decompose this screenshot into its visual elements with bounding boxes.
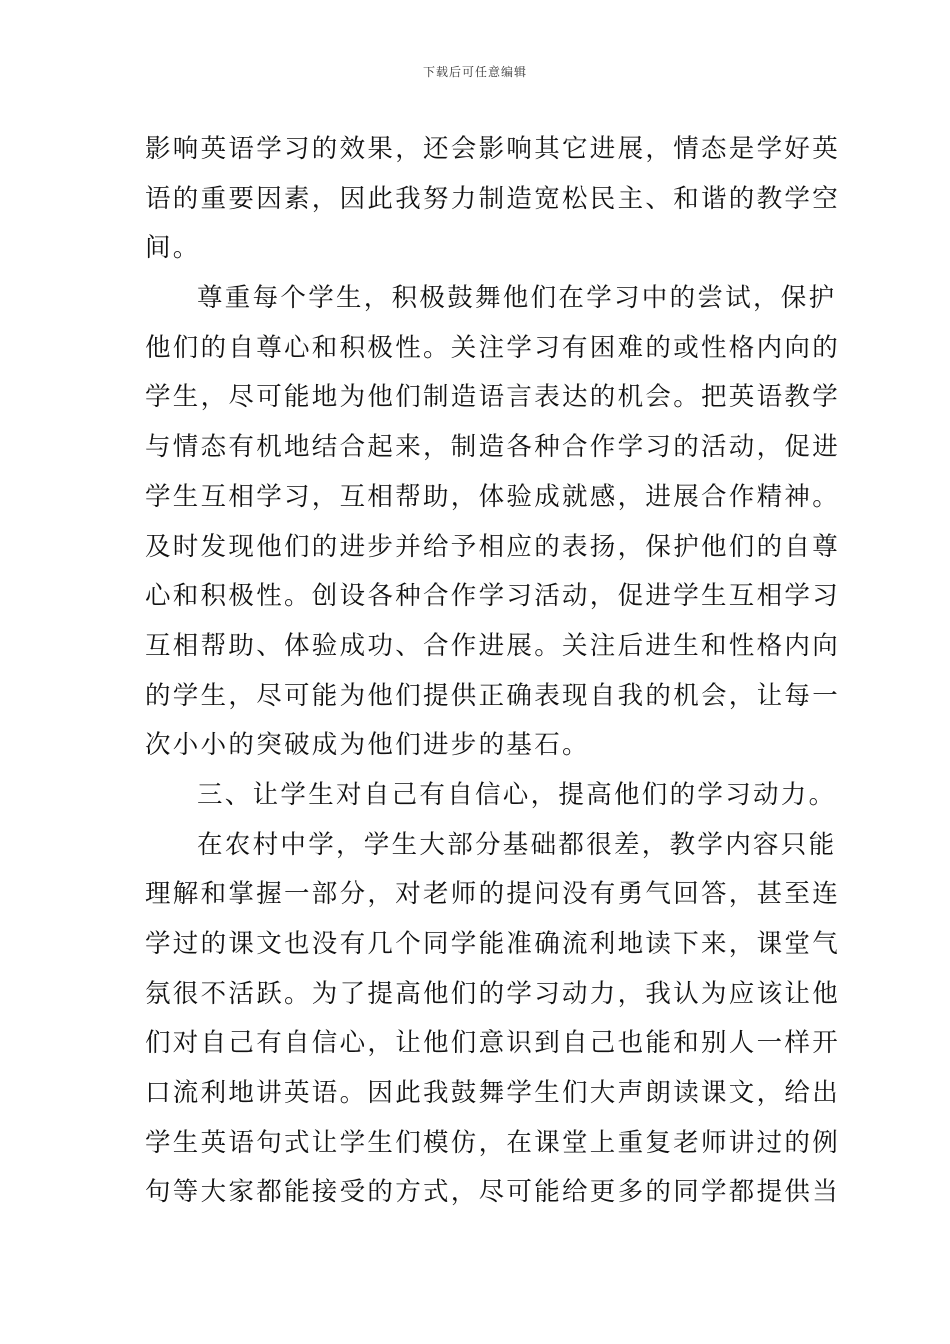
text-line: 理解和掌握一部分，对老师的提问没有勇气回答，甚至连 xyxy=(145,879,841,910)
text-line: 互相帮助、体验成功、合作进展。关注后进生和性格内向 xyxy=(145,630,841,661)
text-line: 尊重每个学生，积极鼓舞他们在学习中的尝试，保护 xyxy=(197,283,837,314)
text-line: 语的重要因素，因此我努力制造宽松民主、和谐的教学空 xyxy=(145,183,841,214)
text-line: 的学生，尽可能为他们提供正确表现自我的机会，让每一 xyxy=(145,680,841,711)
text-line: 与情态有机地结合起来，制造各种合作学习的活动，促进 xyxy=(145,432,841,463)
text-line: 及时发现他们的进步并给予相应的表扬，保护他们的自尊 xyxy=(145,531,841,562)
text-line: 句等大家都能接受的方式，尽可能给更多的同学都提供当 xyxy=(145,1177,841,1208)
text-line: 学生英语句式让学生们模仿，在课堂上重复老师讲过的例 xyxy=(145,1127,841,1158)
page-header: 下载后可任意编辑 xyxy=(422,65,527,79)
text-line: 氛很不活跃。为了提高他们的学习动力，我认为应该让他 xyxy=(145,978,841,1009)
text-line: 们对自己有自信心，让他们意识到自己也能和别人一样开 xyxy=(145,1028,841,1059)
text-line: 他们的自尊心和积极性。关注学习有困难的或性格内向的 xyxy=(145,332,841,363)
text-line: 学过的课文也没有几个同学能准确流利地读下来，课堂气 xyxy=(145,929,841,959)
text-line: 口流利地讲英语。因此我鼓舞学生们大声朗读课文，给出 xyxy=(145,1078,841,1109)
text-line: 在农村中学，学生大部分基础都很差，教学内容只能 xyxy=(197,829,837,860)
text-line: 心和积极性。创设各种合作学习活动，促进学生互相学习 xyxy=(145,581,841,612)
text-line: 学生，尽可能地为他们制造语言表达的机会。把英语教学 xyxy=(145,382,841,413)
document-body xyxy=(145,125,841,1218)
text-line: 学生互相学习，互相帮助，体验成就感，进展合作精神。 xyxy=(145,481,841,512)
text-line: 三、让学生对自己有自信心，提高他们的学习动力。 xyxy=(197,779,837,810)
text-line: 影响英语学习的效果，还会影响其它进展，情态是学好英 xyxy=(145,134,841,164)
text-line: 次小小的突破成为他们进步的基石。 xyxy=(145,730,590,761)
text-line: 间。 xyxy=(145,233,201,264)
